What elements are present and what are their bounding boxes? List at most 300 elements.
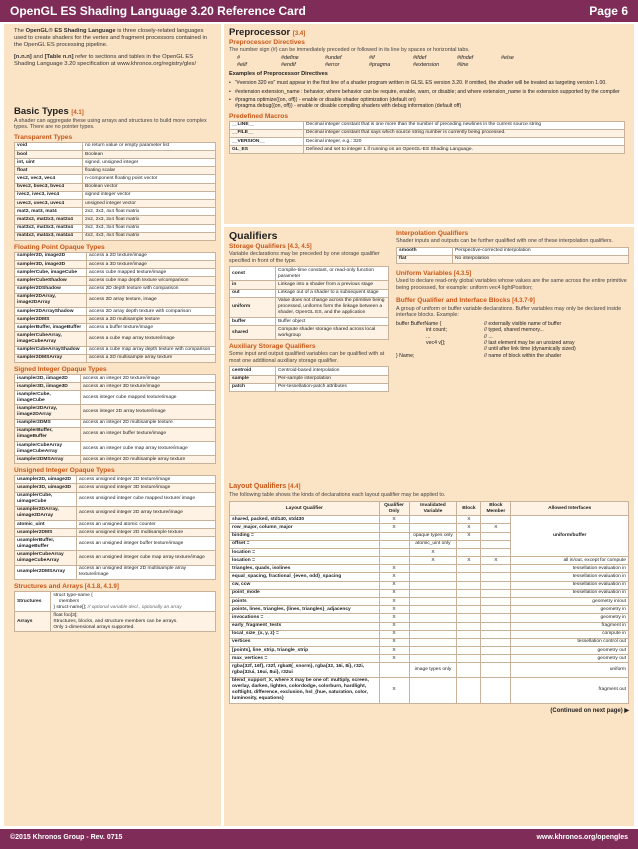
layout-cell: [379, 548, 409, 556]
table-row: [230, 383, 389, 391]
layout-cell: X: [379, 589, 409, 597]
layout-cell: [481, 630, 511, 638]
type-name: samplerCubeShadow: [15, 277, 87, 285]
layout-cell: [409, 647, 457, 655]
type-desc: floating scalar: [83, 167, 216, 175]
directive: #elif: [237, 61, 247, 68]
layout-cell: X: [379, 655, 409, 663]
table-row: [15, 391, 216, 405]
type-desc: 4x2, 4x3, 4x4 float matrix: [83, 232, 216, 240]
layout-cell: [409, 677, 457, 703]
table-row: [15, 346, 216, 354]
type-name: ivec2, ivec3, ivec4: [15, 191, 83, 199]
type-desc: access a cube map array texture/image: [87, 332, 216, 346]
table-row: [15, 277, 216, 285]
storage-title: Storage Qualifiers [4.3, 4.5]: [229, 242, 312, 250]
type-desc: access unsigned integer 3D texture/image: [77, 484, 216, 492]
layout-qualifier: triangles, quads, isolines: [230, 565, 380, 573]
table-row: [230, 146, 625, 154]
type-desc: No interpolation: [453, 255, 629, 263]
type-desc: access an integer cube map array texture/image: [81, 441, 216, 455]
layout-cell: [457, 581, 481, 589]
type-desc: access a 3D texture/image: [87, 261, 216, 269]
column-header: Layout Qualifier: [230, 502, 380, 516]
table-row: [230, 677, 629, 703]
layout-cell: geometry in: [511, 614, 629, 622]
layout-cell: geometry out: [511, 655, 629, 663]
type-desc: Per-tessellation-patch attributes: [276, 383, 389, 391]
example-version: • "#version 320 es" must appear in the first line of a shader program written in GLSL ES version 3.20. If omitted, the shader will be treated as targeting version 1.00.: [229, 80, 629, 86]
type-name: sampler2DMS: [15, 316, 87, 324]
table-row: [230, 630, 629, 638]
type-name: mat4x2, mat4x3, mat4x4: [15, 232, 83, 240]
table-row: [15, 261, 216, 269]
type-desc: access a 2D texture/image: [87, 252, 216, 260]
signed-opaque-title: Signed Integer Opaque Types: [14, 365, 107, 373]
layout-cell: X: [457, 516, 481, 524]
layout-cell: compute in: [511, 630, 629, 638]
layout-cell: [457, 598, 481, 606]
storage-table: [229, 266, 389, 340]
code-comment: // last element may be an unsized array: [484, 340, 575, 346]
layout-cell: tessellation evaluation in: [511, 573, 629, 581]
type-desc: access an integer 2D multisample array texture: [81, 456, 216, 464]
column-header: Qualifier Only: [379, 502, 409, 516]
float-opaque-title: Floating Point Opaque Types: [14, 243, 105, 251]
layout-cell: [409, 573, 457, 581]
type-desc: access an integer 2D multisample texture: [81, 419, 216, 427]
layout-qualifier: cw, ccw: [230, 581, 380, 589]
uniform-vars-desc: Used to declare read-only global variables whose values are the same across the entire primitive being processed, for example: uniform vec4 lightPosition;: [396, 278, 627, 291]
layout-cell: geometry out: [511, 647, 629, 655]
layout-cell: [481, 532, 511, 540]
type-desc: signed, unsigned integer: [83, 159, 216, 167]
type-name: bool: [15, 150, 83, 158]
type-name: usampler3D, uimage3D: [15, 484, 77, 492]
type-desc: access an unsigned integer 2D multisample array texture/image: [77, 565, 216, 579]
buffer-qual-desc: A group of uniform or buffer variable declarations. Buffer variables may only be declared inside interface blocks. Example:: [396, 305, 622, 319]
preprocessor-title: Preprocessor [3.4]: [229, 27, 306, 38]
copyright: ©2015 Khronos Group - Rev. 0715: [10, 834, 123, 841]
type-name: flat: [397, 255, 453, 263]
type-desc: signed integer vector: [83, 191, 216, 199]
table-row: [397, 255, 629, 263]
layout-qualifier: points, lines, triangles, {lines, triangles}_adjacency: [230, 606, 380, 614]
type-desc: access an integer 3D texture/image: [81, 383, 216, 391]
table-row: [230, 137, 625, 145]
table-row: [15, 419, 216, 427]
buffer-code-example: [396, 321, 629, 359]
float-opaque-table: [14, 252, 216, 363]
table-row: [15, 208, 216, 216]
type-desc: n-component floating point vector: [83, 175, 216, 183]
aux-desc: Some input and output qualified variables can be qualified with at most one additional auxiliary storage qualifier.: [229, 351, 385, 364]
table-row: [230, 375, 389, 383]
type-name: samplerCubeArray, imageCubeArray: [15, 332, 87, 346]
layout-cell: [457, 630, 481, 638]
layout-qualifier: max_vertices =: [230, 655, 380, 663]
table-row: [230, 581, 629, 589]
table-row: [397, 247, 629, 255]
type-desc: no return value or empty parameter list: [83, 142, 216, 150]
type-name: isamplerBuffer, iimageBuffer: [15, 427, 81, 441]
layout-cell: [457, 647, 481, 655]
type-desc: access a cube map array depth texture with comparison: [87, 346, 216, 354]
table-row: [15, 159, 216, 167]
layout-qualifier: binding =: [230, 532, 380, 540]
layout-cell: X: [457, 524, 481, 532]
arrow-right-icon: ▶: [624, 707, 629, 714]
layout-qualifier: blend_support_X, where X may be one of: multiply, screen, overlay, darken, lighten, colordodge, colorburn, hardlight, softlight, difference, exclusion, hsl_{hue, saturation, color, luminosity, equations}: [230, 677, 380, 703]
type-name: float: [15, 167, 83, 175]
page-number: Page 6: [589, 4, 628, 18]
layout-cell: [457, 622, 481, 630]
layout-cell: X: [379, 565, 409, 573]
qualifiers-right: [396, 230, 629, 359]
layout-cell: uniform: [511, 663, 629, 677]
table-row: [230, 663, 629, 677]
type-name: __FILE__: [230, 129, 304, 137]
directives-title: Preprocessor Directives: [229, 38, 305, 46]
table-row: [230, 516, 629, 524]
type-desc: Buffer object: [276, 317, 389, 325]
code-text: int count;: [426, 327, 448, 334]
type-name: buffer: [230, 317, 276, 325]
layout-qualifier: [points], line_strip, triangle_strip: [230, 647, 380, 655]
layout-cell: [457, 573, 481, 581]
layout-cell: [457, 606, 481, 614]
directive: #extension: [413, 61, 440, 68]
layout-cell: [409, 614, 457, 622]
type-desc: 3x2, 3x3, 3x4 float matrix: [83, 224, 216, 232]
directive: #: [237, 55, 240, 62]
layout-cell: geometry in/out: [511, 598, 629, 606]
layout-cell: X: [379, 638, 409, 646]
layout-cell: [409, 606, 457, 614]
type-desc: Compute shader storage shared across local workgroup: [276, 326, 389, 340]
layout-cell: X: [379, 598, 409, 606]
layout-cell: [481, 565, 511, 573]
type-desc: access 2D array depth texture with comparison: [87, 307, 216, 315]
layout-qualifier: row_major, column_major: [230, 524, 380, 532]
macros-title: Predefined Macros: [229, 112, 288, 120]
type-desc: Linkage into a shader from a previous stage: [276, 281, 389, 289]
type-name: vec2, vec3, vec4: [15, 175, 83, 183]
buffer-qual-title: Buffer Qualifier and Interface Blocks [4.3.7-9]: [396, 297, 535, 305]
interp-table: [396, 247, 629, 264]
table-row: [15, 232, 216, 240]
aux-title: Auxiliary Storage Qualifiers: [229, 343, 316, 351]
table-row: [15, 476, 216, 484]
layout-qualifier: points: [230, 598, 380, 606]
layout-cell: X: [379, 606, 409, 614]
layout-cell: X: [379, 516, 409, 524]
layout-cell: [457, 540, 481, 548]
layout-cell: atomic_uint only: [409, 540, 457, 548]
code-comment: // externally visible name of buffer: [484, 320, 562, 327]
page-header: [0, 0, 638, 22]
page-title: OpenGL ES Shading Language 3.20 Reference Card: [10, 4, 306, 18]
table-row: [15, 456, 216, 464]
type-desc: access an unsigned atomic counter: [77, 520, 216, 528]
basic-types-title: Basic Types [4.1]: [14, 106, 84, 117]
table-row: [15, 191, 216, 199]
layout-desc: The following table shows the kinds of declarations each layout qualifier may be applied to.: [229, 491, 446, 498]
type-desc: access an integer buffer texture/image: [81, 427, 216, 441]
type-desc: access integer cube mapped texture/image: [81, 391, 216, 405]
table-row: [230, 622, 629, 630]
type-name: sample: [230, 375, 276, 383]
layout-qualifier: equal_spacing, fractional_{even, odd}_spacing: [230, 573, 380, 581]
type-name: isampler2DArray, iimage2DArray: [15, 405, 81, 419]
type-desc: Decimal integer constant that says which source string number is currently being processed.: [304, 129, 625, 137]
structures-label: Structures: [15, 592, 51, 612]
table-row: [230, 289, 389, 297]
table-row: [230, 565, 629, 573]
layout-cell: X: [457, 557, 481, 565]
type-name: const: [230, 267, 276, 281]
transparent-types-title: Transparent Types: [14, 133, 73, 141]
code-comment: // name of block within the shader: [484, 352, 562, 359]
layout-cell: [409, 589, 457, 597]
table-row: [15, 285, 216, 293]
type-name: usampler2DMS: [15, 529, 77, 537]
layout-cell: X: [379, 622, 409, 630]
table-row: [15, 383, 216, 391]
type-name: sampler2DMSArray: [15, 354, 87, 362]
layout-qualifier: vertices: [230, 638, 380, 646]
layout-cell: [457, 614, 481, 622]
table-row: [15, 167, 216, 175]
column-header: Invalidated Variable: [409, 502, 457, 516]
table-row: [15, 316, 216, 324]
table-row: [15, 405, 216, 419]
type-name: centroid: [230, 367, 276, 375]
layout-cell: [481, 516, 511, 524]
type-name: __LINE__: [230, 121, 304, 129]
storage-desc: Variable declarations may be preceded by one storage qualifier specified in front of the type.: [229, 251, 380, 264]
type-desc: 2x2, 3x3, 4x4 float matrix: [83, 208, 216, 216]
type-name: patch: [230, 383, 276, 391]
type-desc: access a 2D multisample texture: [87, 316, 216, 324]
table-row: [15, 224, 216, 232]
table-row: [230, 367, 389, 375]
type-name: isampler2DMSArray: [15, 456, 81, 464]
table-row: [230, 606, 629, 614]
table-row: [230, 297, 389, 317]
type-desc: access an unsigned integer cube map array texture/image: [77, 551, 216, 565]
code-comment: // until after link time (dynamically sized): [484, 346, 576, 353]
table-row: [15, 216, 216, 224]
code-text: buffer BufferName {: [396, 320, 442, 327]
type-name: usampler2D, uimage2D: [15, 476, 77, 484]
layout-cell: [379, 540, 409, 548]
layout-cell: tessellation evaluation in: [511, 589, 629, 597]
preprocessor-section: [229, 27, 629, 154]
type-desc: access a 2D multisample array texture: [87, 354, 216, 362]
footer-url: www.khronos.org/opengles: [536, 834, 628, 841]
layout-cell: [457, 677, 481, 703]
type-desc: access 2D array texture, image: [87, 293, 216, 307]
directive: #else: [501, 55, 514, 62]
aux-table: [229, 366, 389, 392]
type-name: isampler3D, iimage3D: [15, 383, 81, 391]
code-text: ...: [426, 333, 431, 340]
type-name: mat3x2, mat3x3, mat3x4: [15, 224, 83, 232]
layout-cell: [481, 606, 511, 614]
table-row: [230, 326, 389, 340]
table-row: [15, 537, 216, 551]
type-desc: access an integer 2D texture/image: [81, 374, 216, 382]
table-row: [15, 150, 216, 158]
type-desc: access unsigned integer cube mapped texture/ image: [77, 492, 216, 506]
type-name: shared: [230, 326, 276, 340]
layout-cell: X: [481, 557, 511, 565]
layout-cell: [481, 655, 511, 663]
layout-qualifier: point_mode: [230, 589, 380, 597]
arrays-label: Arrays: [15, 612, 51, 632]
type-name: samplerCube, imageCube: [15, 269, 87, 277]
table-row: [230, 614, 629, 622]
type-name: smooth: [397, 247, 453, 255]
table-row: [15, 354, 216, 362]
table-row: [15, 506, 216, 520]
signed-opaque-table: [14, 374, 216, 464]
arrays-body: float foo[3]; Structures, blocks, and structure members can be arrays. Only 1-dimensional arrays supported.: [51, 612, 216, 632]
type-name: bvec2, bvec3, bvec4: [15, 183, 83, 191]
table-row: [15, 252, 216, 260]
directive: #undef: [325, 55, 342, 62]
type-name: mat2x2, mat2x3, mat2x4: [15, 216, 83, 224]
layout-cell: image types only: [409, 663, 457, 677]
type-name: atomic_uint: [15, 520, 77, 528]
layout-cell: [409, 638, 457, 646]
type-name: uniform: [230, 297, 276, 317]
type-desc: Boolean vector: [83, 183, 216, 191]
type-name: sampler2DShadow: [15, 285, 87, 293]
layout-title: Layout Qualifiers [4.4]: [229, 483, 301, 490]
layout-cell: geometry in: [511, 606, 629, 614]
layout-cell: [457, 548, 481, 556]
structures-title: Structures and Arrays [4.1.8, 4.1.9]: [14, 582, 119, 590]
macros-table: [229, 121, 625, 155]
type-name: in: [230, 281, 276, 289]
directives-row: [237, 62, 629, 69]
unsigned-opaque-title: Unsigned Integer Opaque Types: [14, 467, 115, 475]
type-desc: 2x2, 2x3, 2x4 float matrix: [83, 216, 216, 224]
directive: #define: [281, 55, 299, 62]
table-row: [15, 183, 216, 191]
type-name: sampler2D, image2D: [15, 252, 87, 260]
layout-cell: opaque types only: [409, 532, 457, 540]
layout-cell: [409, 565, 457, 573]
type-desc: Per-sample interpolation: [276, 375, 389, 383]
type-name: out: [230, 289, 276, 297]
layout-cell: fragment in: [511, 622, 629, 630]
examples-title: Examples of Preprocessor Directives: [229, 71, 328, 78]
type-desc: Perspective-corrected interpolation: [453, 247, 629, 255]
examples-list: [229, 80, 629, 109]
continued-note: (Continued on next page) ▶: [550, 707, 629, 714]
layout-cell: [481, 548, 511, 556]
type-desc: Linkage out of a shader to a subsequent stage: [276, 289, 389, 297]
layout-cell: [409, 622, 457, 630]
directive: #line: [457, 61, 469, 68]
layout-cell: [379, 557, 409, 565]
layout-cell: [481, 677, 511, 703]
type-name: isampler2DMS: [15, 419, 81, 427]
unsigned-opaque-table: [14, 475, 216, 579]
type-name: sampler2DArray, image2DArray: [15, 293, 87, 307]
code-text: } Name;: [396, 352, 415, 359]
table-row: [15, 492, 216, 506]
layout-qualifier: shared, packed, std140, std430: [230, 516, 380, 524]
code-comment: // typed, shared memory...: [484, 327, 544, 334]
type-name: samplerCubeArrayShadow: [15, 346, 87, 354]
layout-cell: [481, 663, 511, 677]
table-row: [230, 647, 629, 655]
type-name: int, uint: [15, 159, 83, 167]
type-name: uvec2, uvec3, uvec4: [15, 200, 83, 208]
directives-row: [237, 55, 629, 62]
layout-qualifier: offset =: [230, 540, 380, 548]
table-row: [15, 374, 216, 382]
layout-cell: [481, 647, 511, 655]
type-name: usamplerCube, uimageCube: [15, 492, 77, 506]
layout-qualifier: location =: [230, 548, 380, 556]
type-desc: access cube map depth texture w/comparison: [87, 277, 216, 285]
layout-qualifier: rgba{32f, 16f}, r32f, rgba8{_snorm}, rgba{32, 16i, 8i}, r32i, rgba{32ui, 16ui, 8ui}, r32ui: [230, 663, 380, 677]
layout-table: [229, 501, 629, 704]
layout-cell: [409, 581, 457, 589]
table-row: [230, 638, 629, 646]
layout-qualifier: early_fragment_tests: [230, 622, 380, 630]
layout-qualifier: location =: [230, 557, 380, 565]
type-desc: access cube mapped texture/image: [87, 269, 216, 277]
layout-cell: [457, 638, 481, 646]
type-desc: access a buffer texture/image: [87, 324, 216, 332]
interp-desc: Shader inputs and outputs can be further qualified with one of these interpolation qualifiers.: [396, 238, 613, 245]
type-desc: Boolean: [83, 150, 216, 158]
layout-cell: X: [379, 647, 409, 655]
type-name: sampler2DArrayShadow: [15, 307, 87, 315]
qualifiers-left: [229, 230, 389, 392]
table-row: [15, 441, 216, 455]
type-desc: access integer 2D array texture/image: [81, 405, 216, 419]
layout-cell: tessellation control out: [511, 638, 629, 646]
page-footer: [0, 829, 638, 849]
layout-cell: X: [379, 677, 409, 703]
layout-cell: all in/out, except for compute: [511, 557, 629, 565]
table-row: [15, 427, 216, 441]
table-row: [15, 142, 216, 150]
type-desc: access unsigned integer 2D multisample texture: [77, 529, 216, 537]
table-row: [230, 655, 629, 663]
layout-cell: X: [379, 573, 409, 581]
directive: #ifdef: [413, 55, 427, 62]
column-header: Block Member: [481, 502, 511, 516]
directive: #if: [369, 55, 375, 62]
layout-cell: X: [409, 548, 457, 556]
type-name: sampler3D, image3D: [15, 261, 87, 269]
column-header: Block: [457, 502, 481, 516]
table-row: [230, 573, 629, 581]
layout-cell: [457, 663, 481, 677]
layout-cell: tessellation evaluation in: [511, 581, 629, 589]
table-row: [15, 332, 216, 346]
layout-cell: [457, 565, 481, 573]
code-text: vec4 v[];: [426, 340, 446, 346]
